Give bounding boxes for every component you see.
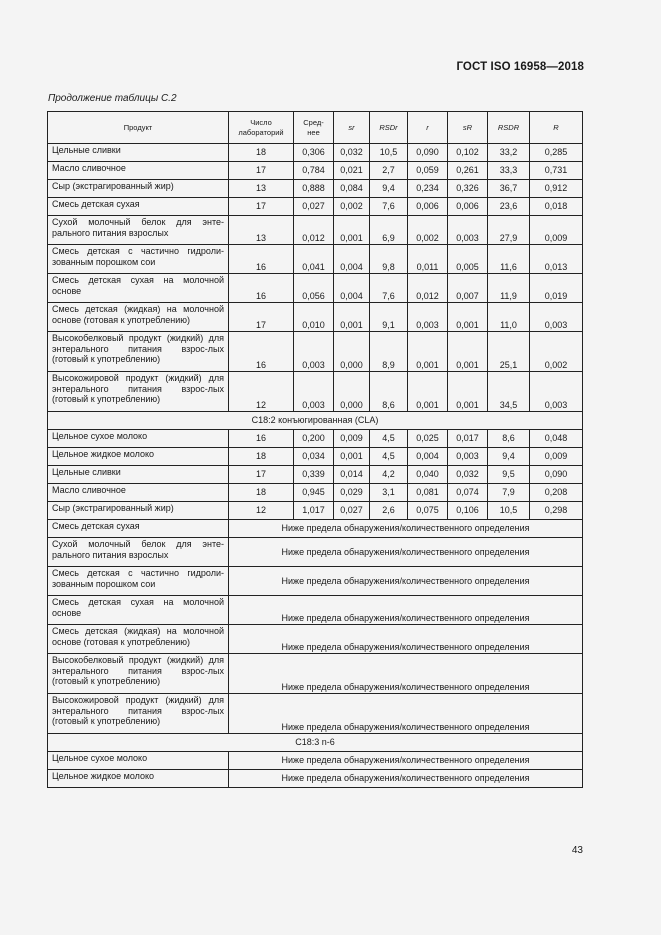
sr-value: 0,001 [334, 216, 370, 245]
R-value: 0,298 [530, 502, 583, 520]
sR-value: 0,003 [448, 448, 488, 466]
not-detected-note: Ниже предела обнаружения/количественного определения [229, 694, 583, 734]
table-row [48, 567, 583, 596]
sr-value: 0,001 [334, 303, 370, 332]
rsdR-value: 34,5 [488, 372, 530, 412]
table-row [48, 144, 583, 162]
mean-value: 0,306 [294, 144, 334, 162]
sR-value: 0,102 [448, 144, 488, 162]
sR-value: 0,326 [448, 180, 488, 198]
sR-value: 0,261 [448, 162, 488, 180]
document-standard-header: ГОСТ ISO 16958—2018 [456, 61, 584, 73]
precision-table [47, 111, 583, 788]
r-value: 0,006 [408, 198, 448, 216]
mean-value: 0,003 [294, 372, 334, 412]
product-name: Смесь детская сухая [48, 520, 229, 538]
product-name: Смесь детская сухая на молочной основе [48, 274, 229, 303]
table-row [48, 274, 583, 303]
table-row [48, 162, 583, 180]
product-name: Сыр (экстрагированный жир) [48, 180, 229, 198]
mean-value: 1,017 [294, 502, 334, 520]
R-value: 0,285 [530, 144, 583, 162]
table-row [48, 180, 583, 198]
table-row [48, 448, 583, 466]
labs-value: 17 [229, 198, 294, 216]
rsdR-value: 9,5 [488, 466, 530, 484]
section-row-n6 [48, 734, 583, 752]
product-name: Цельное жидкое молоко [48, 770, 229, 788]
sr-value: 0,002 [334, 198, 370, 216]
r-value: 0,011 [408, 245, 448, 274]
R-value: 0,003 [530, 372, 583, 412]
mean-value: 0,027 [294, 198, 334, 216]
R-value: 0,208 [530, 484, 583, 502]
product-name: Цельное сухое молоко [48, 430, 229, 448]
sr-value: 0,004 [334, 274, 370, 303]
col-header-product: Продукт [48, 112, 229, 144]
mean-value: 0,339 [294, 466, 334, 484]
product-name: Высокожировой продукт (жидкий) для энтерального питания взрос-лых (готовый к употреблению) [48, 694, 229, 734]
r-value: 0,012 [408, 274, 448, 303]
table-row [48, 770, 583, 788]
r-value: 0,025 [408, 430, 448, 448]
r-value: 0,002 [408, 216, 448, 245]
sR-value: 0,006 [448, 198, 488, 216]
table-row [48, 502, 583, 520]
product-name: Высокобелковый продукт (жидкий) для энтерального питания взрос-лых (готовый к употреблению) [48, 332, 229, 372]
sR-value: 0,106 [448, 502, 488, 520]
sr-value: 0,032 [334, 144, 370, 162]
rsdr-value: 7,6 [370, 198, 408, 216]
table-row [48, 245, 583, 274]
labs-value: 17 [229, 162, 294, 180]
R-value: 0,009 [530, 448, 583, 466]
mean-value: 0,010 [294, 303, 334, 332]
rsdR-value: 33,3 [488, 162, 530, 180]
labs-value: 12 [229, 502, 294, 520]
col-header-labs: Число лабораторий [229, 112, 294, 144]
product-name: Сухой молочный белок для энте-рального питания взрослых [48, 216, 229, 245]
sr-value: 0,021 [334, 162, 370, 180]
R-value: 0,912 [530, 180, 583, 198]
rsdr-value: 2,7 [370, 162, 408, 180]
labs-value: 16 [229, 245, 294, 274]
rsdR-value: 33,2 [488, 144, 530, 162]
mean-value: 0,012 [294, 216, 334, 245]
r-value: 0,040 [408, 466, 448, 484]
rsdR-value: 23,6 [488, 198, 530, 216]
sR-value: 0,074 [448, 484, 488, 502]
not-detected-note: Ниже предела обнаружения/количественного определения [229, 596, 583, 625]
sr-value: 0,014 [334, 466, 370, 484]
rsdr-value: 2,6 [370, 502, 408, 520]
not-detected-note: Ниже предела обнаружения/количественного определения [229, 520, 583, 538]
product-name: Смесь детская с частично гидроли-зованным порошком сои [48, 567, 229, 596]
sR-value: 0,005 [448, 245, 488, 274]
r-value: 0,001 [408, 372, 448, 412]
mean-value: 0,888 [294, 180, 334, 198]
rsdR-value: 9,4 [488, 448, 530, 466]
table-row [48, 752, 583, 770]
rsdR-value: 11,6 [488, 245, 530, 274]
product-name: Высокожировой продукт (жидкий) для энтерального питания взрос-лых (готовый к употреблению) [48, 372, 229, 412]
table-row [48, 625, 583, 654]
col-header-mean: Сред-нее [294, 112, 334, 144]
R-value: 0,013 [530, 245, 583, 274]
product-name: Цельное сухое молоко [48, 752, 229, 770]
table-header-row [48, 112, 583, 144]
sr-value: 0,001 [334, 448, 370, 466]
not-detected-note: Ниже предела обнаружения/количественного определения [229, 654, 583, 694]
mean-value: 0,041 [294, 245, 334, 274]
rsdR-value: 7,9 [488, 484, 530, 502]
sr-value: 0,000 [334, 372, 370, 412]
product-name: Сухой молочный белок для энте-рального питания взрослых [48, 538, 229, 567]
table-row [48, 372, 583, 412]
labs-value: 16 [229, 430, 294, 448]
sR-value: 0,001 [448, 332, 488, 372]
labs-value: 17 [229, 303, 294, 332]
mean-value: 0,945 [294, 484, 334, 502]
sr-value: 0,084 [334, 180, 370, 198]
not-detected-note: Ниже предела обнаружения/количественного определения [229, 567, 583, 596]
r-value: 0,004 [408, 448, 448, 466]
rsdr-value: 4,2 [370, 466, 408, 484]
mean-value: 0,034 [294, 448, 334, 466]
sr-value: 0,004 [334, 245, 370, 274]
labs-value: 18 [229, 144, 294, 162]
rsdr-value: 9,4 [370, 180, 408, 198]
col-header-sR: sR [448, 112, 488, 144]
sR-value: 0,017 [448, 430, 488, 448]
table-row [48, 216, 583, 245]
labs-value: 13 [229, 216, 294, 245]
mean-value: 0,784 [294, 162, 334, 180]
table-row [48, 520, 583, 538]
not-detected-note: Ниже предела обнаружения/количественного определения [229, 538, 583, 567]
labs-value: 17 [229, 466, 294, 484]
sr-value: 0,000 [334, 332, 370, 372]
col-header-rsdr: RSDr [370, 112, 408, 144]
rsdR-value: 27,9 [488, 216, 530, 245]
R-value: 0,048 [530, 430, 583, 448]
rsdr-value: 9,8 [370, 245, 408, 274]
rsdr-value: 4,5 [370, 430, 408, 448]
col-header-r: r [408, 112, 448, 144]
product-name: Смесь детская сухая на молочной основе [48, 596, 229, 625]
R-value: 0,019 [530, 274, 583, 303]
rsdR-value: 8,6 [488, 430, 530, 448]
R-value: 0,731 [530, 162, 583, 180]
product-name: Цельные сливки [48, 466, 229, 484]
rsdr-value: 7,6 [370, 274, 408, 303]
R-value: 0,018 [530, 198, 583, 216]
R-value: 0,090 [530, 466, 583, 484]
labs-value: 16 [229, 332, 294, 372]
table-row [48, 430, 583, 448]
not-detected-note: Ниже предела обнаружения/количественного определения [229, 770, 583, 788]
r-value: 0,001 [408, 332, 448, 372]
table-caption: Продолжение таблицы С.2 [48, 93, 177, 104]
rsdR-value: 11,9 [488, 274, 530, 303]
rsdR-value: 11,0 [488, 303, 530, 332]
r-value: 0,234 [408, 180, 448, 198]
rsdr-value: 8,6 [370, 372, 408, 412]
section-title-cla: C18:2 конъюгированная (CLA) [48, 412, 583, 430]
table-row [48, 198, 583, 216]
table-row [48, 694, 583, 734]
mean-value: 0,056 [294, 274, 334, 303]
table-row [48, 466, 583, 484]
mean-value: 0,200 [294, 430, 334, 448]
rsdr-value: 3,1 [370, 484, 408, 502]
section-title-n6: C18:3 n-6 [48, 734, 583, 752]
labs-value: 12 [229, 372, 294, 412]
product-name: Масло сливочное [48, 484, 229, 502]
rsdR-value: 36,7 [488, 180, 530, 198]
not-detected-note: Ниже предела обнаружения/количественного определения [229, 752, 583, 770]
rsdr-value: 8,9 [370, 332, 408, 372]
sR-value: 0,032 [448, 466, 488, 484]
rsdr-value: 6,9 [370, 216, 408, 245]
mean-value: 0,003 [294, 332, 334, 372]
labs-value: 18 [229, 448, 294, 466]
product-name: Сыр (экстрагированный жир) [48, 502, 229, 520]
r-value: 0,003 [408, 303, 448, 332]
sR-value: 0,001 [448, 372, 488, 412]
table-row [48, 303, 583, 332]
R-value: 0,002 [530, 332, 583, 372]
sR-value: 0,001 [448, 303, 488, 332]
table-row [48, 538, 583, 567]
col-header-rsdR: RSDR [488, 112, 530, 144]
product-name: Масло сливочное [48, 162, 229, 180]
r-value: 0,059 [408, 162, 448, 180]
product-name: Цельное жидкое молоко [48, 448, 229, 466]
R-value: 0,009 [530, 216, 583, 245]
rsdr-value: 4,5 [370, 448, 408, 466]
col-header-R: R [530, 112, 583, 144]
labs-value: 13 [229, 180, 294, 198]
labs-value: 16 [229, 274, 294, 303]
not-detected-note: Ниже предела обнаружения/количественного определения [229, 625, 583, 654]
product-name: Смесь детская с частично гидроли-зованным порошком сои [48, 245, 229, 274]
r-value: 0,075 [408, 502, 448, 520]
R-value: 0,003 [530, 303, 583, 332]
table-row [48, 332, 583, 372]
table-row [48, 484, 583, 502]
rsdr-value: 9,1 [370, 303, 408, 332]
product-name: Высокобелковый продукт (жидкий) для энтерального питания взрос-лых (готовый к употреблению) [48, 654, 229, 694]
r-value: 0,090 [408, 144, 448, 162]
sr-value: 0,009 [334, 430, 370, 448]
page-number: 43 [571, 845, 583, 856]
sr-value: 0,029 [334, 484, 370, 502]
labs-value: 18 [229, 484, 294, 502]
product-name: Смесь детская (жидкая) на молочной основе (готовая к употреблению) [48, 625, 229, 654]
rsdr-value: 10,5 [370, 144, 408, 162]
sR-value: 0,007 [448, 274, 488, 303]
product-name: Цельные сливки [48, 144, 229, 162]
r-value: 0,081 [408, 484, 448, 502]
sr-value: 0,027 [334, 502, 370, 520]
table-row [48, 596, 583, 625]
product-name: Смесь детская сухая [48, 198, 229, 216]
rsdR-value: 25,1 [488, 332, 530, 372]
product-name: Смесь детская (жидкая) на молочной основе (готовая к употреблению) [48, 303, 229, 332]
col-header-sr: sr [334, 112, 370, 144]
table-row [48, 654, 583, 694]
rsdR-value: 10,5 [488, 502, 530, 520]
sR-value: 0,003 [448, 216, 488, 245]
section-row-cla [48, 412, 583, 430]
